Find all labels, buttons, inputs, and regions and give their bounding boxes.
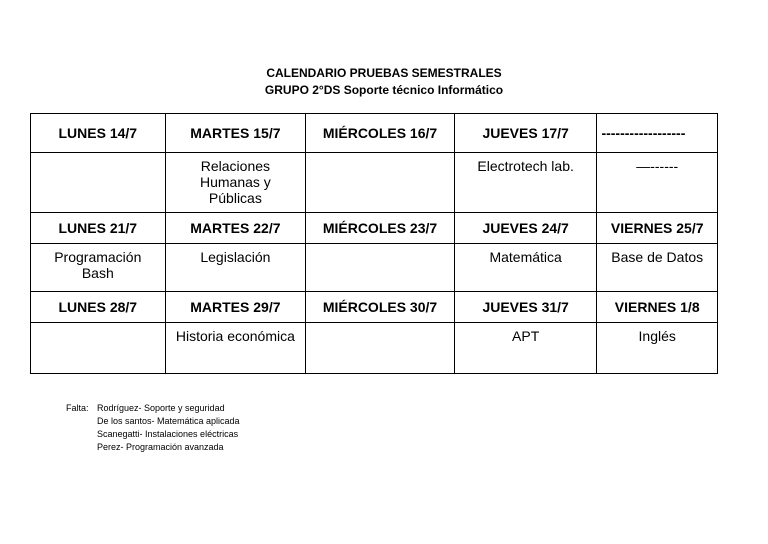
week-3-subjects-row [31,323,718,374]
day-header: JUEVES 31/7 [454,292,597,323]
day-header: JUEVES 17/7 [454,114,597,153]
note-item: Scanegatti- Instalaciones eléctricas [97,429,239,439]
subject-cell: —------ [597,153,718,213]
week-2-days-row [31,213,718,244]
subject-cell: APT [454,323,597,374]
subject-cell [306,153,455,213]
missing-exams-note [66,402,240,454]
subject-cell: Legislación [165,244,306,292]
note-item: De los santos- Matemática aplicada [97,416,240,426]
day-header: JUEVES 24/7 [454,213,597,244]
day-header: MARTES 22/7 [165,213,306,244]
day-header: MIÉRCOLES 16/7 [306,114,455,153]
document-subtitle: GRUPO 2°DS Soporte técnico Informático [264,83,504,97]
day-header: MARTES 15/7 [165,114,306,153]
day-header: MARTES 29/7 [165,292,306,323]
day-header: VIERNES 1/8 [597,292,718,323]
note-label: Falta: [66,403,89,413]
week-1-subjects-row [31,153,718,213]
subject-cell [31,323,166,374]
document-title: CALENDARIO PRUEBAS SEMESTRALES [266,66,502,80]
day-header: LUNES 14/7 [31,114,166,153]
day-header: MIÉRCOLES 23/7 [306,213,455,244]
week-2-subjects-row [31,244,718,292]
subject-cell: Inglés [597,323,718,374]
subject-cell: Matemática [454,244,597,292]
day-header: MIÉRCOLES 30/7 [306,292,455,323]
note-list [97,402,240,454]
note-item: Perez- Programación avanzada [97,442,224,452]
day-header: VIERNES 25/7 [597,213,718,244]
day-header: ------------------ [597,114,718,153]
subject-cell: Historia económica [165,323,306,374]
subject-cell: Relaciones Humanas y Públicas [165,153,306,213]
subject-cell [306,244,455,292]
day-header: LUNES 21/7 [31,213,166,244]
subject-cell [31,153,166,213]
subject-cell: Programación Bash [31,244,166,292]
subject-cell: Electrotech lab. [454,153,597,213]
note-item: Rodríguez- Soporte y seguridad [97,403,225,413]
subject-cell: Base de Datos [597,244,718,292]
subject-cell [306,323,455,374]
exam-calendar-table [30,113,718,374]
day-header: LUNES 28/7 [31,292,166,323]
week-1-days-row [31,114,718,153]
week-3-days-row [31,292,718,323]
